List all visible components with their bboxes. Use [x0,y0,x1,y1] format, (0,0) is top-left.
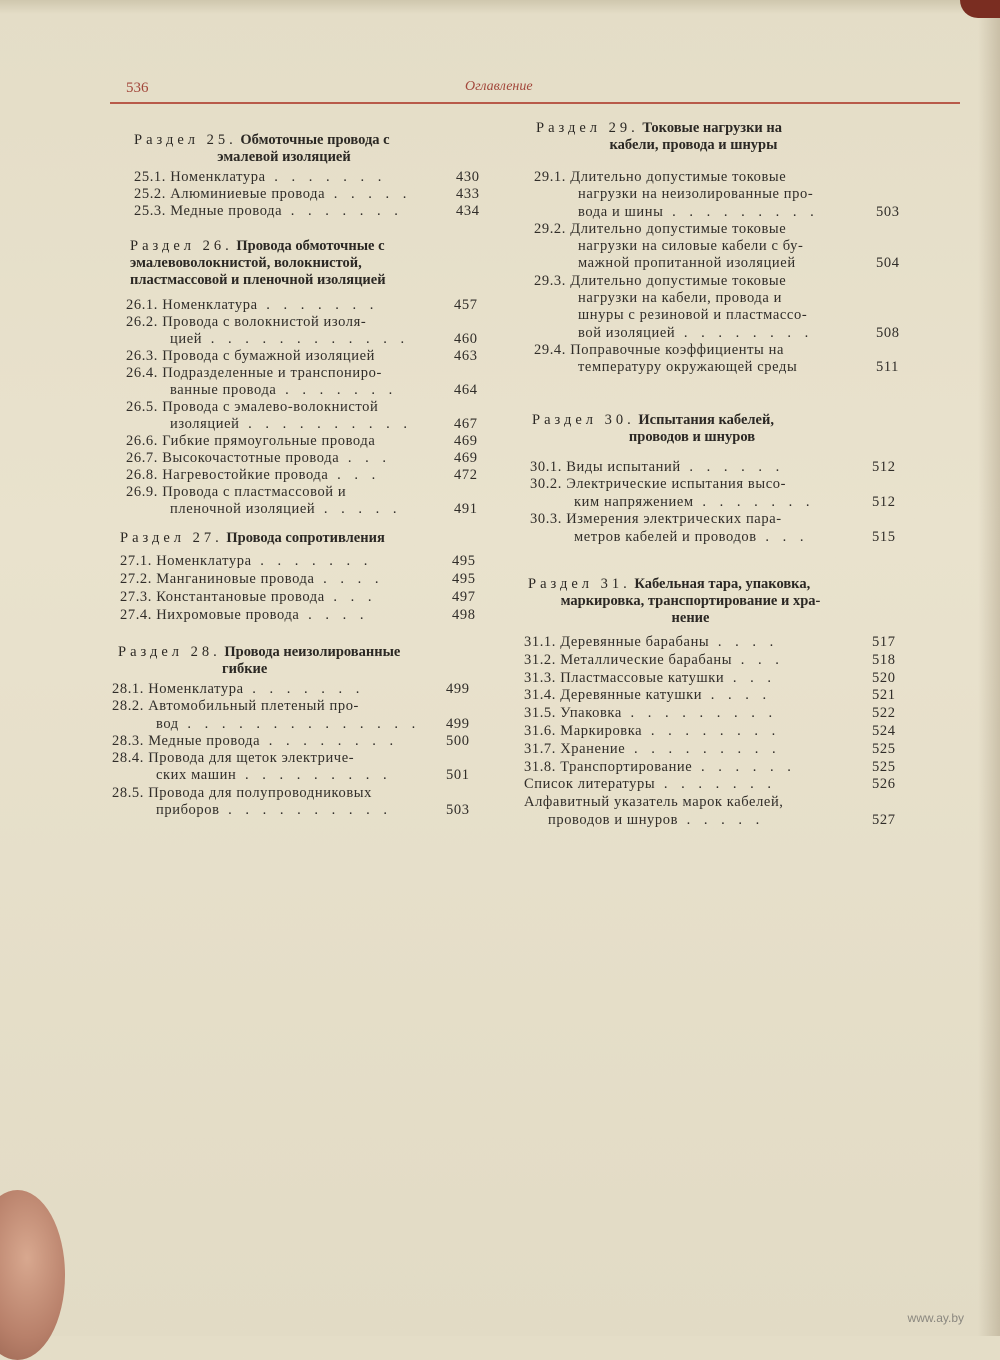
toc-entry [126,433,484,450]
toc-page-number: 525 [872,758,896,775]
toc-page-number: 495 [452,553,476,569]
leader-dots: . . . . . . . [265,169,387,185]
watermark: www.ay.by [907,1311,964,1325]
header-rule [110,102,960,104]
toc-entry-text: 31.3. Пластмассовые катушки [524,669,725,686]
toc-entry [126,297,484,314]
toc-entry-text: 28.4. Провода для щеток электриче- [112,750,355,767]
toc-page-number: 434 [456,203,480,219]
toc-page-number: 469 [454,433,478,449]
toc-page-number: 504 [876,255,900,272]
toc-entry-text: 29.1. Длительно допустимые токовые [534,169,787,185]
toc-entry [134,169,482,186]
leader-dots: . . . . . . . . . [663,203,819,220]
toc-page-number: 525 [872,740,896,757]
leader-dots: . . . . . . . [251,553,373,569]
toc-entry-text: 27.2. Манганиновые провода [120,571,315,587]
leader-dots: . . . . . . . [693,493,815,510]
toc-entry [120,606,480,624]
toc-entry-text: 26.1. Номенклатура [126,297,258,313]
toc-page-number: 517 [872,634,896,650]
toc-entry-text: приборов [156,802,220,819]
toc-entry [126,484,484,518]
toc-entry [530,476,900,511]
toc-page-number: 499 [446,681,470,697]
toc-page-number: 430 [456,169,480,185]
section-30-heading: Раздел 30. Испытания кабелей, проводов и шнуров [532,412,774,445]
leader-dots: . . . . . . . . [260,732,399,749]
toc-entry [534,342,902,377]
toc-entry [534,169,902,221]
toc-page-number: 524 [872,723,896,739]
leader-dots: . . . . [314,571,384,587]
section-31-heading: Раздел 31. Кабельная тара, упаковка, маркировка, транспортирование и хра- нение [528,576,821,626]
section-26-heading: Раздел 26. Провода обмоточные с эмалевоволокнистой, волокнистой, пластмассовой и пленочной изоляцией [130,238,386,288]
toc-entry-text: 30.2. Электрические испытания высо- [530,476,787,493]
toc-entry-text: метров кабелей и проводов [574,528,757,545]
leader-dots: . . . [328,467,381,483]
toc-entry-text: 31.5. Упаковка [524,705,622,722]
leader-dots: . . . . . . . . . [625,740,781,757]
running-head [110,74,960,104]
toc-page-number: 500 [446,732,470,749]
toc-entry [134,186,482,203]
leader-dots: . . . . . . . . . [621,705,778,722]
leader-dots: . . . . [709,634,779,650]
page-number: 536 [126,80,149,96]
toc-entry-text: 26.9. Провода с пластмассовой и [126,484,347,500]
leader-dots: . . . . . . . . [642,723,781,739]
toc-entry [126,365,484,399]
toc-entry [534,273,902,342]
toc-entry [524,776,902,794]
toc-entry-text: мажной пропитанной изоляцией [578,255,796,272]
toc-page-number: 497 [452,589,476,605]
toc-entry-text: 31.2. Металлические барабаны [524,651,733,668]
toc-entry-text: 28.5. Провода для полупроводниковых [112,784,372,801]
toc-entry-text: 31.7. Хранение [524,740,626,757]
toc-entry [112,681,474,698]
leader-dots: . . . [756,528,809,545]
toc-entry-text: проводов и шнуров [548,811,679,828]
toc-entry-text: 29.2. Длительно допустимые токовые [534,220,787,237]
toc-page-number: 463 [454,348,478,364]
toc-page-number: 498 [452,607,476,623]
toc-page-number: 527 [872,811,896,828]
toc-entry-text: 29.4. Поправочные коэффициенты на [534,342,785,358]
toc-entry-text: 28.1. Номенклатура [112,681,244,697]
leader-dots: . . . . [299,607,369,623]
book-cover-corner [960,0,1000,18]
toc-entry [126,348,484,365]
toc-page-number: 499 [446,715,470,732]
toc-page-number: 511 [876,359,900,376]
toc-entry [126,467,484,484]
section-25-heading: Раздел 25. Обмоточные провода с эмалевой изоляцией [134,132,390,165]
leader-dots: . . . . . . [692,758,796,775]
toc-entry [524,794,902,830]
toc-entry-text: 29.3. Длительно допустимые токовые [534,272,787,289]
toc-entry [524,741,902,759]
toc-entry-text: температуру окружающей среды [578,359,798,376]
toc-page-number: 503 [446,802,470,819]
toc-entry [126,314,484,348]
leader-dots: . . . . . . . . . . . . . . [178,715,421,732]
toc-entry-text: 26.2. Провода с волокнистой изоля- [126,314,367,330]
toc-entry [112,733,474,750]
toc-entry [530,459,900,476]
section-27-heading: Раздел 27. Провода сопротивления [120,530,385,546]
toc-entry-text: изоляцией [170,416,240,432]
toc-entry-text: 26.4. Подразделенные и транспониро- [126,365,382,381]
leader-dots: . . . . [702,687,772,704]
toc-entry-text: 25.3. Медные провода [134,203,283,219]
leader-dots: . . . . . . . . . . [239,416,412,432]
toc-page-number: 503 [876,203,900,220]
toc-page-number: 520 [872,669,896,686]
toc-entry-text: ким напряжением [574,493,694,510]
leader-dots: . . . . . [678,811,765,828]
toc-page-number: 518 [872,651,896,668]
toc-entry-text: 26.8. Нагревостойкие провода [126,467,329,483]
toc-entry [524,634,902,652]
toc-entry-text: 31.4. Деревянные катушки [524,687,703,704]
toc-entry-text: ских машин [156,767,237,784]
leader-dots: . . . . . . . . . . [219,802,393,819]
leader-dots: . . . . . . . [276,382,398,398]
toc-entry [120,552,480,570]
toc-entry [120,570,480,588]
toc-entry [524,759,902,777]
leader-dots: . . . . . . [680,459,785,475]
toc-page-number: 464 [454,382,478,398]
toc-page-number: 460 [454,331,478,347]
toc-page-number: 491 [454,501,478,517]
leader-dots: . . . [732,651,784,668]
toc-entry [524,705,902,723]
toc-entry-text: 30.3. Измерения электрических пара- [530,511,782,528]
toc-entry-text: 26.7. Высокочастотные провода [126,450,340,466]
toc-entry [120,588,480,606]
toc-entry [534,221,902,273]
toc-entry [112,698,474,733]
toc-entry-text: нагрузки на неизолированные про- [578,186,814,203]
toc-entry [524,723,902,741]
section-29-heading: Раздел 29. Токовые нагрузки на кабели, провода и шнуры [536,120,783,153]
toc-entry-text: Алфавитный указатель марок кабелей, [524,794,784,811]
toc-entry [530,511,900,546]
toc-entry [126,450,484,467]
toc-entry-text: 31.8. Транспортирование [524,758,693,775]
toc-page-number: 522 [872,705,896,722]
toc-entry-text: 30.1. Виды испытаний [530,459,681,475]
toc-entry-text: 25.2. Алюминиевые провода [134,186,326,202]
toc-entry [112,750,474,785]
toc-entry-text: 27.3. Константановые провода [120,589,325,605]
toc-page-number: 472 [454,467,478,483]
toc-page-number: 469 [454,450,478,466]
toc-page-number: 512 [872,493,896,510]
toc-entry-text: нагрузки на силовые кабели с бу- [578,238,804,255]
toc-entry-text: Список литературы [524,776,656,793]
toc-entry-text: 28.2. Автомобильный плетеный про- [112,698,359,715]
toc-entry-text: 26.6. Гибкие прямоугольные провода [126,433,376,449]
toc-page-number: 457 [454,297,478,313]
leader-dots: . . . . . . . [282,203,403,219]
leader-dots: . . . . . . . [257,297,379,313]
toc-entry [524,670,902,688]
leader-dots: . . . . . . . . . [236,767,392,784]
toc-entry-text: 28.3. Медные провода [112,732,261,749]
toc-entry-text: шнуры с резиновой и пластмассо- [578,307,808,324]
toc-page-number: 526 [872,776,896,793]
toc-entry-text: 31.1. Деревянные барабаны [524,634,710,650]
toc-entry-text: 26.3. Провода с бумажной изоляцией [126,348,375,364]
toc-entry-text: вода и шины [578,203,664,220]
toc-entry-text: 26.5. Провода с эмалево-волокнистой [126,399,379,415]
toc-entry [134,203,482,220]
toc-entry-text: вой изоляцией [578,324,676,341]
toc-entry-text: 25.1. Номенклатура [134,169,266,185]
leader-dots: . . . . . . . [243,681,365,697]
toc-entry-text: вод [156,715,179,732]
leader-dots: . . . [339,450,391,466]
toc-entry-text: 27.1. Номенклатура [120,553,252,569]
leader-dots: . . . . . [325,186,412,202]
toc-entry-text: 31.6. Маркировка [524,723,643,739]
toc-page-number: 501 [446,767,470,784]
leader-dots: . . . [724,669,777,686]
toc-entry [112,785,474,820]
running-title: Оглавление [465,79,533,94]
toc-entry-text: 27.4. Нихромовые провода [120,607,300,623]
page-edge-shadow [978,0,1000,1336]
toc-page-number: 433 [456,186,480,202]
toc-entry-text: цией [170,331,203,347]
toc-page-number: 515 [872,528,896,545]
toc-page-number: 467 [454,416,478,432]
toc-page-number: 512 [872,459,896,475]
toc-entry-text: ванные провода [170,382,277,398]
toc-page-number: 508 [876,324,900,341]
toc-entry-text: нагрузки на кабели, провода и [578,290,782,307]
leader-dots: . . . . . . . . . . . . [202,331,410,347]
thumb-finger [0,1190,65,1360]
leader-dots: . . . [324,589,377,605]
leader-dots: . . . . . . . . [675,324,814,341]
leader-dots: . . . . . . . [655,776,776,793]
toc-page-number: 521 [872,687,896,704]
page-edge-top [0,0,1000,14]
leader-dots: . . . . . [315,501,402,517]
toc-entry-text: пленочной изоляцией [170,501,316,517]
toc-entry [524,652,902,670]
toc-entry [524,687,902,705]
section-28-heading: Раздел 28. Провода неизолированные гибкие [118,644,401,677]
toc-entry [126,399,484,433]
toc-page-number: 495 [452,571,476,587]
